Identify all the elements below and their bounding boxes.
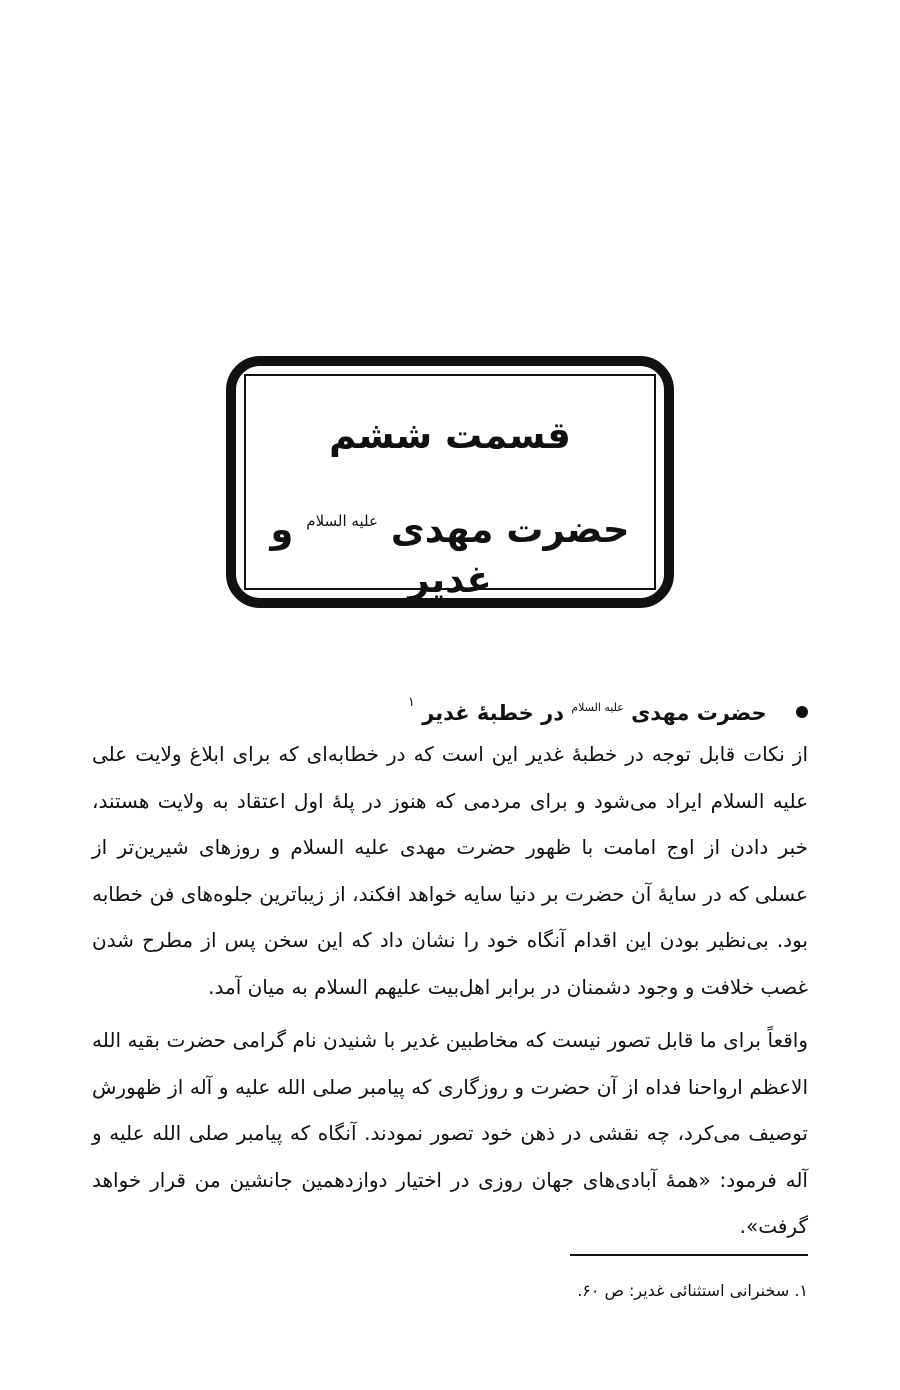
body-paragraph-container xyxy=(92,1017,808,1250)
body-paragraph: از نکات قابل توجه در خطبهٔ غدیر این است که در خطابه‌ای که برای ابلاغ ولایت علی علیه السلام ایراد می‌شود و برای مردمی که هنوز در پلهٔ اول اعتقاد به ولایت هستند، خبر دادن از اوج امامت با ظهور حضرت مهدی علیه السلام و روزهای شیرین‌تر از عسلی که در سایهٔ آن حضرت بر دنیا سایه خواهد افکند، از زیباترین جلوه‌های فن خطابه بود. بی‌نظیر بودن این اقدام آنگاه خود را نشان داد که این سخن پس از مطرح شدن غصب خلافت و وجود دشمنان در برابر اهل‌بیت علیهم السلام به میان آمد. xyxy=(92,742,808,999)
footnote-divider xyxy=(570,1254,808,1256)
section-heading-main: حضرت مهدی xyxy=(631,701,767,725)
part-title-frame xyxy=(226,356,674,608)
body-paragraph-container xyxy=(92,731,808,1010)
section-heading-tail: در خطبهٔ غدیر xyxy=(422,701,564,725)
body-paragraph: واقعاً برای ما قابل تصور نیست که مخاطبین غدیر با شنیدن نام گرامی حضرت بقیه الله الاعظم ارواحنا فداه از آن حضرت و روزگاری که پیامبر صلی الله علیه و آله از ظهورش توصیف می‌کرد، چه نقشی در ذهن خود تصور نمودند. آنگاه که پیامبر صلی الله علیه و آله فرمود: «همهٔ آبادی‌های جهان روزی در اختیار دوازدهمین جانشین من قرار خواهد گرفت». xyxy=(92,1028,808,1238)
chapter-title-main: حضرت مهدی xyxy=(390,508,630,551)
section-heading-salutation: علیه السلام xyxy=(571,701,624,714)
section-heading xyxy=(408,686,808,730)
footnote-reference: ۱ xyxy=(407,695,415,710)
chapter-salutation: علیه السلام xyxy=(306,512,378,530)
bullet-icon xyxy=(796,706,808,718)
chapter-title-tail: و غدیر xyxy=(270,508,492,601)
chapter-title xyxy=(236,496,664,605)
footnote: ۱. سخنرانی استثنائی غدیر: ص ۶۰. xyxy=(577,1281,808,1300)
part-title: قسمت ششم xyxy=(329,414,571,457)
